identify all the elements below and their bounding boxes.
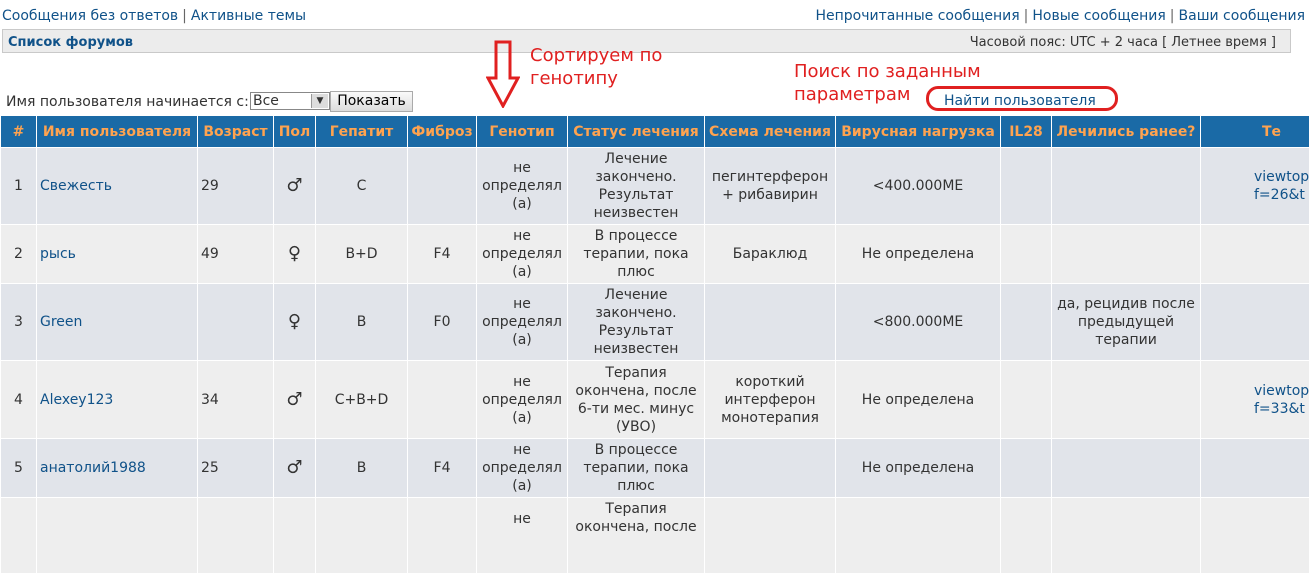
genotype-cell: не определял (а) — [477, 148, 568, 225]
fibrosis-cell: F0 — [408, 284, 477, 361]
table-row — [1, 225, 1309, 284]
your-posts-link[interactable]: Ваши сообщения — [1179, 8, 1305, 24]
username-link[interactable]: Alexey123 — [40, 392, 113, 408]
col-il28[interactable]: IL28 — [1001, 116, 1052, 148]
topic-cell — [1201, 498, 1309, 574]
female-icon: ♀ — [274, 284, 316, 361]
username-link[interactable]: Green — [40, 314, 82, 330]
status-cell: В процессе терапии, пока плюс — [568, 439, 705, 498]
row-number: 5 — [1, 439, 37, 498]
col-treatment-scheme[interactable]: Схема лечения — [705, 116, 836, 148]
row-number: 4 — [1, 361, 37, 439]
letter-select-value: Все — [253, 93, 279, 109]
timezone-info: Часовой пояс: UTC + 2 часа [ Летнее время ] — [970, 35, 1276, 50]
down-arrow-annotation — [486, 40, 520, 108]
hepatitis-cell: B — [316, 439, 408, 498]
scheme-cell: Бараклюд — [705, 225, 836, 284]
male-icon: ♂ — [274, 361, 316, 439]
row-number: 1 — [1, 148, 37, 225]
status-cell: В процессе терапии, пока плюс — [568, 225, 705, 284]
username-cell — [37, 498, 198, 574]
viral-load-cell: Не определена — [836, 439, 1001, 498]
topic-link[interactable]: viewtop f=26&t — [1204, 168, 1309, 204]
table-row — [1, 284, 1309, 361]
genotype-cell: не определял (а) — [477, 284, 568, 361]
viral-load-cell: Не определена — [836, 361, 1001, 439]
scheme-cell — [705, 498, 836, 574]
letter-select[interactable] — [250, 92, 330, 110]
col-number[interactable]: # — [1, 116, 37, 148]
scheme-cell: пегинтерферон + рибавирин — [705, 148, 836, 225]
topic-cell — [1201, 439, 1309, 498]
treated-before-cell — [1052, 225, 1201, 284]
table-row — [1, 148, 1309, 225]
treated-before-cell: да, рецидив после предыдущей терапии — [1052, 284, 1201, 361]
col-genotype[interactable]: Генотип — [477, 116, 568, 148]
table-row — [1, 439, 1309, 498]
forum-index-link[interactable]: Список форумов — [8, 35, 133, 50]
fibrosis-cell — [408, 148, 477, 225]
filter-label: Имя пользователя начинается с: — [6, 94, 249, 110]
treated-before-cell — [1052, 148, 1201, 225]
scheme-cell — [705, 439, 836, 498]
separator: | — [1024, 8, 1029, 24]
hepatitis-cell: B — [316, 284, 408, 361]
row-number: 3 — [1, 284, 37, 361]
hepatitis-cell: B+D — [316, 225, 408, 284]
treated-before-cell — [1052, 498, 1201, 574]
il28-cell — [1001, 284, 1052, 361]
il28-cell — [1001, 148, 1052, 225]
separator: | — [182, 8, 187, 24]
viral-load-cell: <400.000МЕ — [836, 148, 1001, 225]
genotype-cell: не определял (а) — [477, 439, 568, 498]
age-cell: 49 — [198, 225, 274, 284]
unread-posts-link[interactable]: Непрочитанные сообщения — [815, 8, 1019, 24]
new-posts-link[interactable]: Новые сообщения — [1032, 8, 1165, 24]
il28-cell — [1001, 225, 1052, 284]
sex-cell — [274, 498, 316, 574]
topic-cell — [1201, 225, 1309, 284]
members-table — [0, 115, 1309, 574]
col-fibrosis[interactable]: Фиброз — [408, 116, 477, 148]
viral-load-cell: <800.000МЕ — [836, 284, 1001, 361]
scheme-cell: короткий интерферон монотерапия — [705, 361, 836, 439]
col-topic[interactable]: Те — [1201, 116, 1309, 148]
username-link[interactable]: анатолий1988 — [40, 460, 146, 476]
male-icon: ♂ — [274, 439, 316, 498]
age-cell: 34 — [198, 361, 274, 439]
search-annotation: Поиск по заданным параметрам — [794, 60, 1004, 106]
fibrosis-cell: F4 — [408, 225, 477, 284]
treated-before-cell — [1052, 361, 1201, 439]
topic-link[interactable]: viewtop f=33&t — [1204, 382, 1309, 418]
genotype-cell: не — [477, 498, 568, 574]
genotype-cell: не определял (а) — [477, 361, 568, 439]
show-button[interactable]: Показать — [330, 91, 413, 112]
status-cell: Терапия окончена, после 6-ти мес. минус (УВО) — [568, 361, 705, 439]
scheme-cell — [705, 284, 836, 361]
col-treatment-status[interactable]: Статус лечения — [568, 116, 705, 148]
row-number: 2 — [1, 225, 37, 284]
fibrosis-cell: F4 — [408, 439, 477, 498]
dropdown-arrow-icon: ▼ — [311, 94, 328, 108]
status-cell: Лечение закончено. Результат неизвестен — [568, 284, 705, 361]
viral-load-cell — [836, 498, 1001, 574]
male-icon: ♂ — [274, 148, 316, 225]
username-link[interactable]: рысь — [40, 246, 76, 262]
il28-cell — [1001, 498, 1052, 574]
female-icon: ♀ — [274, 225, 316, 284]
separator: | — [1170, 8, 1175, 24]
col-age[interactable]: Возраст — [198, 116, 274, 148]
table-row — [1, 498, 1309, 574]
top-navigation — [0, 8, 1309, 26]
hepatitis-cell: C+B+D — [316, 361, 408, 439]
col-treated-before[interactable]: Лечились ранее? — [1052, 116, 1201, 148]
active-topics-link[interactable]: Активные темы — [191, 8, 306, 24]
treated-before-cell — [1052, 439, 1201, 498]
topic-cell — [1201, 284, 1309, 361]
genotype-cell: не определял (а) — [477, 225, 568, 284]
fibrosis-cell — [408, 498, 477, 574]
col-viral-load[interactable]: Вирусная нагрузка — [836, 116, 1001, 148]
age-cell — [198, 284, 274, 361]
viral-load-cell: Не определена — [836, 225, 1001, 284]
sort-annotation: Сортируем по генотипу — [530, 44, 710, 90]
table-header — [1, 116, 1309, 148]
find-user-link[interactable]: Найти пользователя — [944, 93, 1096, 109]
hepatitis-cell — [316, 498, 408, 574]
hepatitis-cell: C — [316, 148, 408, 225]
table-row — [1, 361, 1309, 439]
status-cell: Терапия окончена, после — [568, 498, 705, 574]
il28-cell — [1001, 439, 1052, 498]
row-number — [1, 498, 37, 574]
username-link[interactable]: Свежесть — [40, 178, 112, 194]
fibrosis-cell — [408, 361, 477, 439]
age-cell: 25 — [198, 439, 274, 498]
col-username[interactable]: Имя пользователя — [37, 116, 198, 148]
unanswered-posts-link[interactable]: Сообщения без ответов — [2, 8, 178, 24]
status-cell: Лечение закончено. Результат неизвестен — [568, 148, 705, 225]
age-cell — [198, 498, 274, 574]
age-cell: 29 — [198, 148, 274, 225]
col-sex[interactable]: Пол — [274, 116, 316, 148]
il28-cell — [1001, 361, 1052, 439]
highlight-oval — [926, 86, 1118, 111]
col-hepatitis[interactable]: Гепатит — [316, 116, 408, 148]
